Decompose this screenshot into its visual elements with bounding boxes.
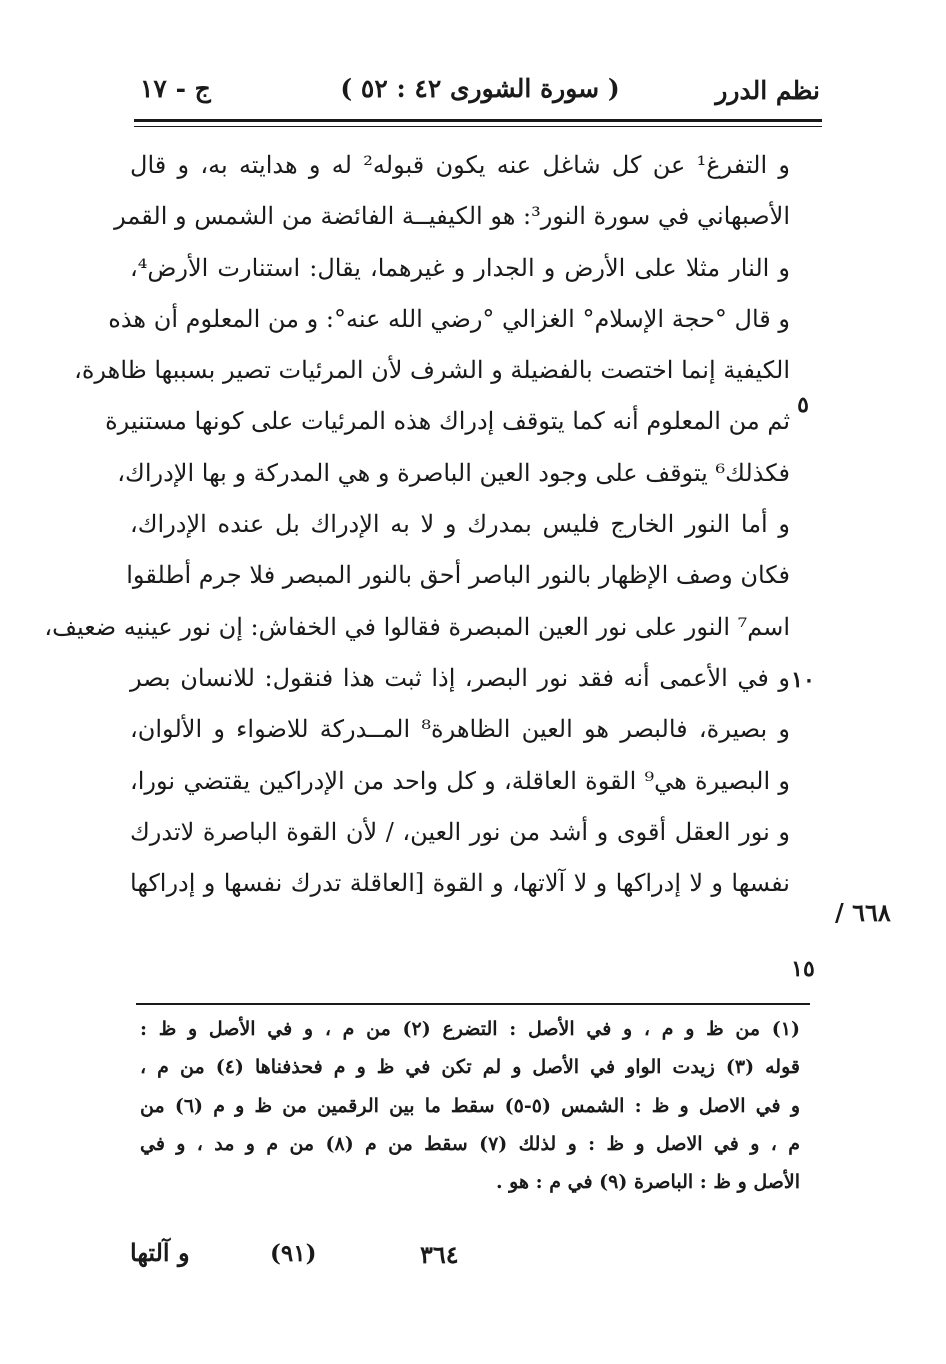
footnote-line: قوله (٣) زيدت الواو في الأصل و لم تكن في ظ و م فحذفناها (٤) من م ،: [140, 1056, 800, 1079]
header-rule-thin: [134, 126, 822, 127]
volume-number: ج - ١٧: [140, 74, 211, 103]
text-line: و النار مثلا على الأرض و الجدار و غيرهما، يقال: استنارت الأرض⁴،: [130, 253, 790, 282]
text-line: و قال °حجة الإسلام° الغزالي °رضي الله عنه°: و من المعلوم أن هذه: [108, 304, 790, 333]
footnote-rule: [136, 1003, 810, 1005]
page-footer: [130, 1238, 690, 1278]
book-title: نظم الدرر: [715, 76, 820, 105]
text-line: و بصيرة، فالبصر هو العين الظاهرة⁸ المــدركة للاضواء و الألوان،: [130, 715, 790, 744]
text-line: و أما النور الخارج فليس بمدرك و لا به الإدراك بل عنده الإدراك،: [130, 510, 790, 539]
running-header: [140, 70, 820, 114]
text-line: اسم⁷ النور على نور العين المبصرة فقالوا في الخفاش: إن نور عينيه ضعيف،: [44, 612, 790, 641]
footnotes: [140, 1010, 800, 1201]
footnote-line: م ، و في الاصل و ظ : و لذلك (٧) سقط من م (٨) من م و مد ، و في: [140, 1132, 801, 1155]
text-line: فكان وصف الإظهار بالنور الباصر أحق بالنور المبصر فلا جرم أطلقوا: [126, 561, 790, 590]
text-line: و التفرغ¹ عن كل شاغل عنه يكون قبوله² له و هدايته به، و قال: [130, 151, 790, 179]
main-text: [44, 140, 790, 909]
signature-mark: (٩١): [270, 1240, 317, 1267]
text-line: الكيفية إنما اختصت بالفضيلة و الشرف لأن المرئيات تصير بسببها ظاهرة،: [74, 356, 790, 385]
footnote-line: الأصل و ظ : الباصرة (٩) في م : هو .: [495, 1171, 800, 1194]
footnote-line: (١) من ظ و م ، و في الأصل : التضرع (٢) من م ، و في الأصل و ظ :: [140, 1018, 800, 1040]
text-line: و البصيرة هي⁹ القوة العاقلة، و كل واحد من الإدراكين يقتضي نورا،: [130, 766, 790, 795]
header-rule-thick: [134, 119, 822, 122]
text-line: و في الأعمى أنه فقد نور البصر، إذا ثبت هذا فنقول: للانسان بصر: [130, 663, 790, 692]
line-number-5: ٥: [797, 392, 809, 418]
surah-reference: ( سورة الشورى ٤٢ : ٥٢ ): [340, 74, 620, 103]
catchword: و آلتها: [130, 1238, 190, 1267]
manuscript-folio-ref: ٦٦٨ /: [835, 898, 891, 927]
text-line: الأصبهاني في سورة النور³: هو الكيفيــة الفائضة من الشمس و القمر: [114, 202, 790, 231]
text-line: ثم من المعلوم أنه كما يتوقف إدراك هذه المرئيات على كونها مستنيرة: [105, 407, 790, 436]
text-line: نفسها و لا إدراكها و لا آلاتها، و القوة [العاقلة تدرك نفسها و إدراكها: [130, 869, 790, 898]
line-number-10: ١٠: [791, 667, 815, 693]
text-line: و نور العقل أقوى و أشد من نور العين، / لأن القوة الباصرة لاتدرك: [130, 817, 790, 846]
text-line: فكذلك⁶ يتوقف على وجود العين الباصرة و هي المدركة و بها الإدراك،: [117, 458, 790, 487]
footnote-line: و في الاصل و ظ : الشمس (٥-٥) سقط ما بين الرقمين من ظ و م (٦) من: [140, 1094, 800, 1117]
line-number-15: ١٥: [791, 956, 815, 982]
page-number: ٣٦٤: [420, 1240, 459, 1269]
